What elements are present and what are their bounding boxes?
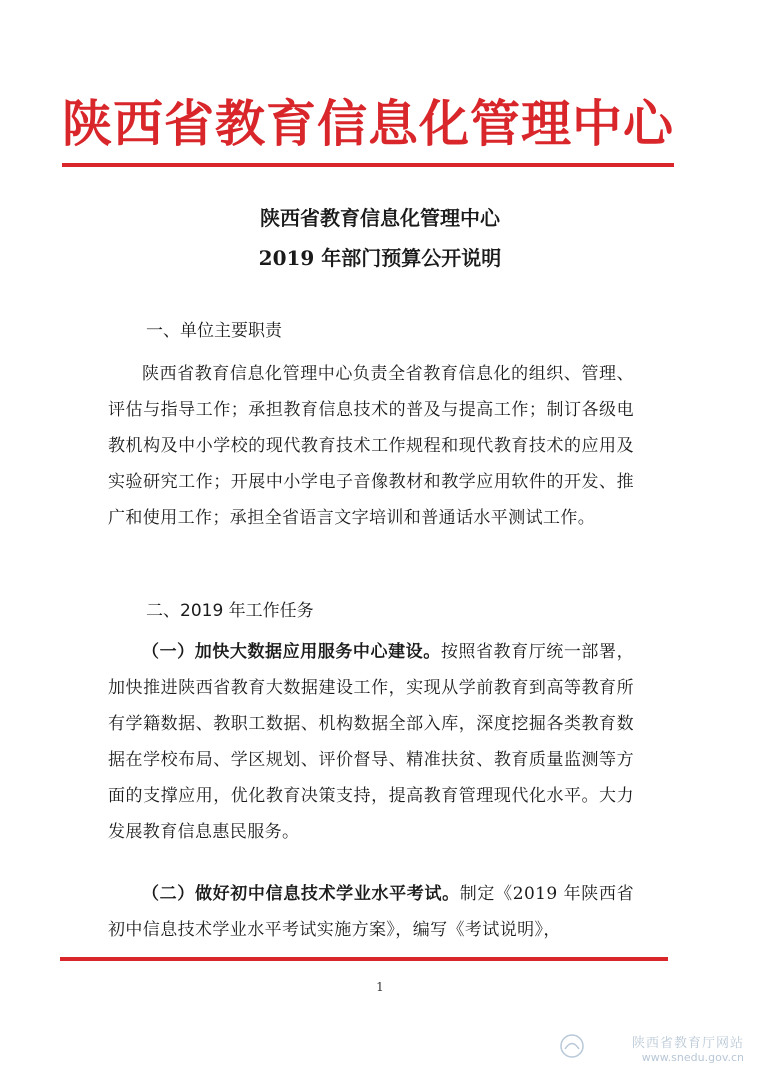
watermark	[632, 1032, 744, 1064]
watermark-url: www.snedu.gov.cn	[641, 1051, 744, 1064]
letterhead-red-rule	[62, 163, 674, 167]
footer-red-rule	[60, 957, 668, 961]
task-2-body: 制定《2019 年陕西省初中信息技术学业水平考试实施方案》，编写《考试说明》，	[108, 884, 635, 940]
watermark-site-name: 陕西省教育厅网站	[631, 1036, 744, 1051]
page-number: 1	[376, 980, 384, 994]
task-1-title: （一）加快大数据应用服务中心建设。	[142, 642, 441, 662]
document-title-line1: 陕西省教育信息化管理中心	[260, 206, 500, 230]
task-1-body: 按照省教育厅统一部署，加快推进陕西省教育大数据建设工作，实现从学前教育到高等教育所有学籍数据、教职工数据、机构数据全部入库，深度挖掘各类教育数据在学校布局、学区规划、评价督导、精准扶贫、教育质量监测等方面的支撑应用，优化教育决策支持，提高教育管理现代化水平。大力发展教育信息惠民服务。	[108, 642, 634, 842]
paragraph-duties: 陕西省教育信息化管理中心负责全省教育信息化的组织、管理、评估与指导工作；承担教育信息技术的普及与提高工作；制订各级电教机构及中小学校的现代教育技术工作规程和现代教育技术的应用及实验研究工作；开展中小学电子音像教材和教学应用软件的开发、推广和使用工作；承担全省语言文字培训和普通话水平测试工作。	[108, 364, 634, 528]
section-heading-duties: 一、单位主要职责	[146, 321, 282, 341]
task-2-title: （二）做好初中信息技术学业水平考试。	[142, 884, 460, 904]
paragraph-task-1	[108, 634, 634, 850]
letterhead-title: 陕西省教育信息化管理中心	[62, 94, 674, 153]
document-title-line2: 2019 年部门预算公开说明	[258, 246, 502, 270]
watermark-logo-icon	[558, 1032, 586, 1060]
paragraph-task-2	[108, 876, 634, 948]
section-heading-tasks: 二、2019 年工作任务	[146, 601, 314, 621]
